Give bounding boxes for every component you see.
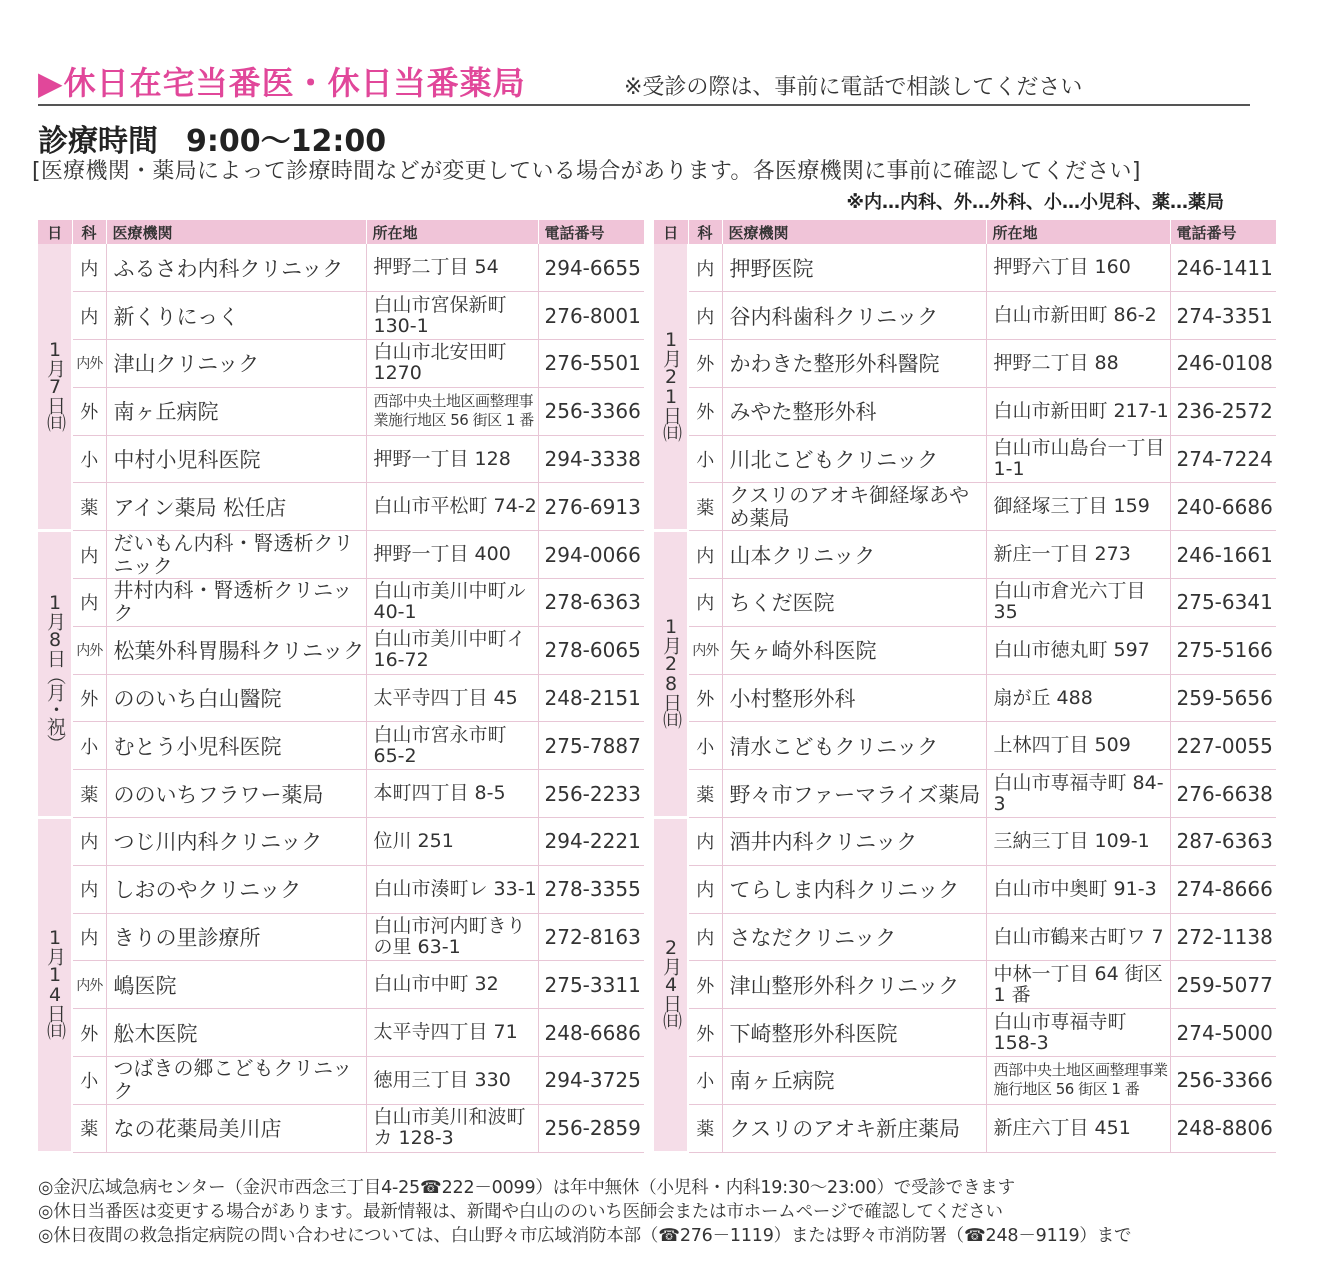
table-row <box>654 483 1276 531</box>
dept-cell: 内外 <box>72 626 106 674</box>
table-row <box>38 1009 644 1057</box>
facility-address: 白山市徳丸町 597 <box>986 626 1170 674</box>
facility-name: 矢ヶ崎外科医院 <box>722 626 986 674</box>
footer-note: ◎休日夜間の救急指定病院の問い合わせについては、白山野々市広域消防本部（☎276－1119）または野々市消防署（☎248－9119）まで <box>38 1226 1132 1246</box>
facility-phone: 256-3366 <box>538 387 644 435</box>
facility-phone: 276-6913 <box>538 483 644 531</box>
facility-phone: 275-3311 <box>538 961 644 1009</box>
facility-address: 御経塚三丁目 159 <box>986 483 1170 531</box>
date-label: 1月8日（月・祝） <box>44 592 66 752</box>
facility-name: しおのやクリニック <box>106 865 366 913</box>
table-row <box>654 961 1276 1009</box>
facility-phone: 256-2859 <box>538 1104 644 1152</box>
facility-address: 白山市山島台一丁目 1-1 <box>986 435 1170 483</box>
header-facility: 医療機関 <box>106 220 366 244</box>
facility-name: 押野医院 <box>722 244 986 292</box>
table-row <box>38 292 644 340</box>
facility-address: 白山市河内町きりの里 63-1 <box>366 913 538 961</box>
facility-phone: 256-2233 <box>538 770 644 818</box>
dept-cell: 内 <box>72 531 106 579</box>
facility-address: 新庄六丁目 451 <box>986 1104 1170 1152</box>
facility-name: みやた整形外科 <box>722 387 986 435</box>
facility-phone: 278-6065 <box>538 626 644 674</box>
dept-cell: 薬 <box>688 770 722 818</box>
facility-address: 白山市中奥町 91-3 <box>986 865 1170 913</box>
dept-cell: 内 <box>72 865 106 913</box>
facility-address: 西部中央土地区画整理事業施行地区 56 街区 1 番 <box>366 387 538 435</box>
facility-name: 小村整形外科 <box>722 674 986 722</box>
facility-phone: 276-6638 <box>1170 770 1276 818</box>
table-row <box>654 626 1276 674</box>
dept-cell: 薬 <box>72 483 106 531</box>
facility-name: むとう小児科医院 <box>106 722 366 770</box>
dept-cell: 内 <box>72 818 106 866</box>
facility-phone: 248-2151 <box>538 674 644 722</box>
schedule-body-left <box>38 244 644 1152</box>
table-row <box>654 531 1276 579</box>
facility-phone: 287-6363 <box>1170 818 1276 866</box>
facility-address: 三納三丁目 109-1 <box>986 818 1170 866</box>
dept-cell: 小 <box>72 1057 106 1105</box>
dept-cell: 内 <box>72 913 106 961</box>
dept-cell: 薬 <box>688 1104 722 1152</box>
title-divider <box>38 104 1250 106</box>
facility-address: 白山市湊町レ 33-1 <box>366 865 538 913</box>
facility-name: さなだクリニック <box>722 913 986 961</box>
table-row <box>654 1104 1276 1152</box>
facility-address: 白山市専福寺町 158-3 <box>986 1009 1170 1057</box>
dept-cell: 外 <box>72 387 106 435</box>
table-row <box>38 483 644 531</box>
header-phone: 電話番号 <box>538 220 644 244</box>
facility-phone: 256-3366 <box>1170 1057 1276 1105</box>
facility-name: つばきの郷こどもクリニック <box>106 1057 366 1105</box>
facility-name: クスリのアオキ御経塚あやめ薬局 <box>722 483 986 531</box>
dept-cell: 外 <box>688 387 722 435</box>
table-row <box>38 770 644 818</box>
facility-address: 白山市宮永市町 65-2 <box>366 722 538 770</box>
table-row <box>654 913 1276 961</box>
facility-address: 白山市専福寺町 84-3 <box>986 770 1170 818</box>
facility-name: きりの里診療所 <box>106 913 366 961</box>
facility-address: 白山市平松町 74-2 <box>366 483 538 531</box>
dept-cell: 薬 <box>72 1104 106 1152</box>
dept-cell: 内 <box>72 579 106 627</box>
facility-phone: 275-5166 <box>1170 626 1276 674</box>
facility-phone: 274-8666 <box>1170 865 1276 913</box>
table-row <box>38 674 644 722</box>
facility-address: 西部中央土地区画整理事業施行地区 56 街区 1 番 <box>986 1057 1170 1105</box>
facility-address: 上林四丁目 509 <box>986 722 1170 770</box>
date-label: 1月14日㈰ <box>44 926 66 1038</box>
dept-cell: 内 <box>688 913 722 961</box>
table-row <box>654 722 1276 770</box>
facility-phone: 272-1138 <box>1170 913 1276 961</box>
schedule-table-right <box>654 220 1277 1154</box>
date-label: 1月21日㈰ <box>660 328 682 440</box>
table-header-row <box>654 220 1276 244</box>
facility-phone: 227-0055 <box>1170 722 1276 770</box>
facility-phone: 246-1661 <box>1170 531 1276 579</box>
table-row <box>654 340 1276 388</box>
dept-cell: 内 <box>688 818 722 866</box>
dept-cell: 外 <box>72 674 106 722</box>
dept-cell: 内 <box>72 292 106 340</box>
facility-phone: 274-5000 <box>1170 1009 1276 1057</box>
facility-phone: 294-6655 <box>538 244 644 292</box>
table-row <box>38 961 644 1009</box>
header-address: 所在地 <box>986 220 1170 244</box>
facility-address: 白山市宮保新町 130-1 <box>366 292 538 340</box>
table-row <box>38 435 644 483</box>
dept-cell: 内 <box>688 244 722 292</box>
facility-phone: 259-5077 <box>1170 961 1276 1009</box>
facility-name: 山本クリニック <box>722 531 986 579</box>
facility-phone: 248-8806 <box>1170 1104 1276 1152</box>
facility-address: 白山市美川和波町カ 128-3 <box>366 1104 538 1152</box>
facility-name: ののいちフラワー薬局 <box>106 770 366 818</box>
date-cell <box>654 244 688 531</box>
hours-value: 9:00～12:00 <box>186 124 387 159</box>
table-row <box>654 387 1276 435</box>
table-row <box>38 1104 644 1152</box>
facility-address: 押野二丁目 88 <box>986 340 1170 388</box>
table-header-row <box>38 220 644 244</box>
footer-note: ◎金沢広域急病センター（金沢市西念三丁目4-25☎222－0099）は年中無休（小児科・内科19:30～23:00）で受診できます <box>38 1178 1015 1198</box>
page-title: ▶休日在宅当番医・休日当番薬局 <box>38 64 526 102</box>
facility-name: 南ヶ丘病院 <box>106 387 366 435</box>
header-day: 日 <box>38 220 72 244</box>
facility-phone: 272-8163 <box>538 913 644 961</box>
table-row <box>654 244 1276 292</box>
facility-phone: 294-2221 <box>538 818 644 866</box>
table-row <box>38 913 644 961</box>
header-phone: 電話番号 <box>1170 220 1276 244</box>
facility-phone: 294-0066 <box>538 531 644 579</box>
dept-cell: 小 <box>72 722 106 770</box>
facility-address: 押野一丁目 128 <box>366 435 538 483</box>
facility-phone: 259-5656 <box>1170 674 1276 722</box>
facility-phone: 240-6686 <box>1170 483 1276 531</box>
facility-address: 中林一丁目 64 街区 1 番 <box>986 961 1170 1009</box>
facility-name: アイン薬局 松任店 <box>106 483 366 531</box>
facility-name: なの花薬局美川店 <box>106 1104 366 1152</box>
facility-name: 新くりにっく <box>106 292 366 340</box>
facility-phone: 246-1411 <box>1170 244 1276 292</box>
facility-name: ののいち白山醫院 <box>106 674 366 722</box>
facility-phone: 278-6363 <box>538 579 644 627</box>
facility-phone: 294-3725 <box>538 1057 644 1105</box>
facility-phone: 236-2572 <box>1170 387 1276 435</box>
footer-note: ◎休日当番医は変更する場合があります。最新情報は、新聞や白山ののいち医師会または市ホームページで確認してください <box>38 1202 1003 1222</box>
facility-phone: 275-6341 <box>1170 579 1276 627</box>
table-row <box>654 1009 1276 1057</box>
facility-name: 津山整形外科クリニック <box>722 961 986 1009</box>
facility-address: 押野六丁目 160 <box>986 244 1170 292</box>
facility-name: 谷内科歯科クリニック <box>722 292 986 340</box>
facility-address: 太平寺四丁目 45 <box>366 674 538 722</box>
dept-cell: 内 <box>688 531 722 579</box>
table-row <box>38 722 644 770</box>
dept-cell: 内 <box>688 292 722 340</box>
dept-legend: ※内…内科、外…外科、小…小児科、薬…薬局 <box>846 192 1224 213</box>
facility-address: 新庄一丁目 273 <box>986 531 1170 579</box>
dept-cell: 内 <box>688 865 722 913</box>
hours-label: 診療時間 <box>38 124 158 159</box>
dept-cell: 小 <box>72 435 106 483</box>
facility-phone: 246-0108 <box>1170 340 1276 388</box>
facility-phone: 278-3355 <box>538 865 644 913</box>
table-row <box>654 674 1276 722</box>
facility-phone: 276-5501 <box>538 340 644 388</box>
table-row <box>654 1057 1276 1105</box>
facility-address: 徳用三丁目 330 <box>366 1057 538 1105</box>
table-row <box>38 865 644 913</box>
facility-name: 川北こどもクリニック <box>722 435 986 483</box>
facility-phone: 275-7887 <box>538 722 644 770</box>
change-notice: [医療機関・薬局によって診療時間などが変更している場合があります。各医療機関に事前に確認してください] <box>32 159 1141 184</box>
date-cell <box>38 818 72 1153</box>
table-row <box>38 1057 644 1105</box>
facility-name: 松葉外科胃腸科クリニック <box>106 626 366 674</box>
facility-name: 嶋医院 <box>106 961 366 1009</box>
facility-address: 白山市美川中町ル 40-1 <box>366 579 538 627</box>
facility-phone: 294-3338 <box>538 435 644 483</box>
facility-address: 白山市新田町 217-1 <box>986 387 1170 435</box>
facility-address: 押野一丁目 400 <box>366 531 538 579</box>
table-row <box>38 818 644 866</box>
facility-address: 白山市新田町 86-2 <box>986 292 1170 340</box>
facility-name: 中村小児科医院 <box>106 435 366 483</box>
schedule-table-left <box>38 220 645 1154</box>
table-row <box>38 340 644 388</box>
facility-name: かわきた整形外科醫院 <box>722 340 986 388</box>
table-row <box>654 435 1276 483</box>
dept-cell: 外 <box>688 1009 722 1057</box>
facility-name: ちくだ医院 <box>722 579 986 627</box>
facility-name: 酒井内科クリニック <box>722 818 986 866</box>
dept-cell: 薬 <box>72 770 106 818</box>
table-row <box>654 818 1276 866</box>
header-facility: 医療機関 <box>722 220 986 244</box>
facility-name: 野々市ファーマライズ薬局 <box>722 770 986 818</box>
facility-name: だいもん内科・腎透析クリニック <box>106 531 366 579</box>
table-row <box>38 244 644 292</box>
dept-cell: 内外 <box>72 340 106 388</box>
table-row <box>38 626 644 674</box>
facility-name: 舩木医院 <box>106 1009 366 1057</box>
dept-cell: 外 <box>688 340 722 388</box>
facility-address: 白山市倉光六丁目 35 <box>986 579 1170 627</box>
facility-address: 白山市美川中町イ 16-72 <box>366 626 538 674</box>
facility-phone: 276-8001 <box>538 292 644 340</box>
dept-cell: 外 <box>688 674 722 722</box>
dept-cell: 小 <box>688 435 722 483</box>
table-row <box>654 292 1276 340</box>
dept-cell: 外 <box>72 1009 106 1057</box>
facility-address: 押野二丁目 54 <box>366 244 538 292</box>
dept-cell: 内外 <box>72 961 106 1009</box>
schedule-body-right <box>654 244 1276 1152</box>
table-row <box>38 387 644 435</box>
table-row <box>654 579 1276 627</box>
table-row <box>654 770 1276 818</box>
facility-phone: 274-3351 <box>1170 292 1276 340</box>
date-label: 1月28日㈰ <box>660 616 682 728</box>
date-cell <box>38 244 72 531</box>
dept-cell: 小 <box>688 1057 722 1105</box>
header-address: 所在地 <box>366 220 538 244</box>
facility-name: てらしま内科クリニック <box>722 865 986 913</box>
date-label: 2月4日㈰ <box>660 936 682 1028</box>
dept-cell: 内外 <box>688 626 722 674</box>
facility-address: 太平寺四丁目 71 <box>366 1009 538 1057</box>
facility-name: 清水こどもクリニック <box>722 722 986 770</box>
consultation-note: ※受診の際は、事前に電話で相談してください <box>624 75 1083 100</box>
facility-address: 白山市中町 32 <box>366 961 538 1009</box>
header-dept: 科 <box>688 220 722 244</box>
table-row <box>38 579 644 627</box>
table-row <box>38 531 644 579</box>
dept-cell: 小 <box>688 722 722 770</box>
dept-cell: 内 <box>72 244 106 292</box>
facility-name: ふるさわ内科クリニック <box>106 244 366 292</box>
facility-name: 南ヶ丘病院 <box>722 1057 986 1105</box>
header-dept: 科 <box>72 220 106 244</box>
date-cell <box>38 531 72 818</box>
date-label: 1月7日㈰ <box>44 338 66 430</box>
facility-address: 本町四丁目 8-5 <box>366 770 538 818</box>
dept-cell: 内 <box>688 579 722 627</box>
dept-cell: 薬 <box>688 483 722 531</box>
date-cell <box>654 531 688 818</box>
footer-notes <box>38 1176 1131 1248</box>
facility-name: 下崎整形外科医院 <box>722 1009 986 1057</box>
facility-address: 白山市鶴来古町ワ 7 <box>986 913 1170 961</box>
header-day: 日 <box>654 220 688 244</box>
facility-address: 位川 251 <box>366 818 538 866</box>
table-row <box>654 865 1276 913</box>
facility-address: 白山市北安田町 1270 <box>366 340 538 388</box>
facility-phone: 274-7224 <box>1170 435 1276 483</box>
facility-name: つじ川内科クリニック <box>106 818 366 866</box>
date-cell <box>654 818 688 1153</box>
facility-name: クスリのアオキ新庄薬局 <box>722 1104 986 1152</box>
facility-name: 井村内科・腎透析クリニック <box>106 579 366 627</box>
dept-cell: 外 <box>688 961 722 1009</box>
facility-address: 扇が丘 488 <box>986 674 1170 722</box>
facility-name: 津山クリニック <box>106 340 366 388</box>
facility-phone: 248-6686 <box>538 1009 644 1057</box>
